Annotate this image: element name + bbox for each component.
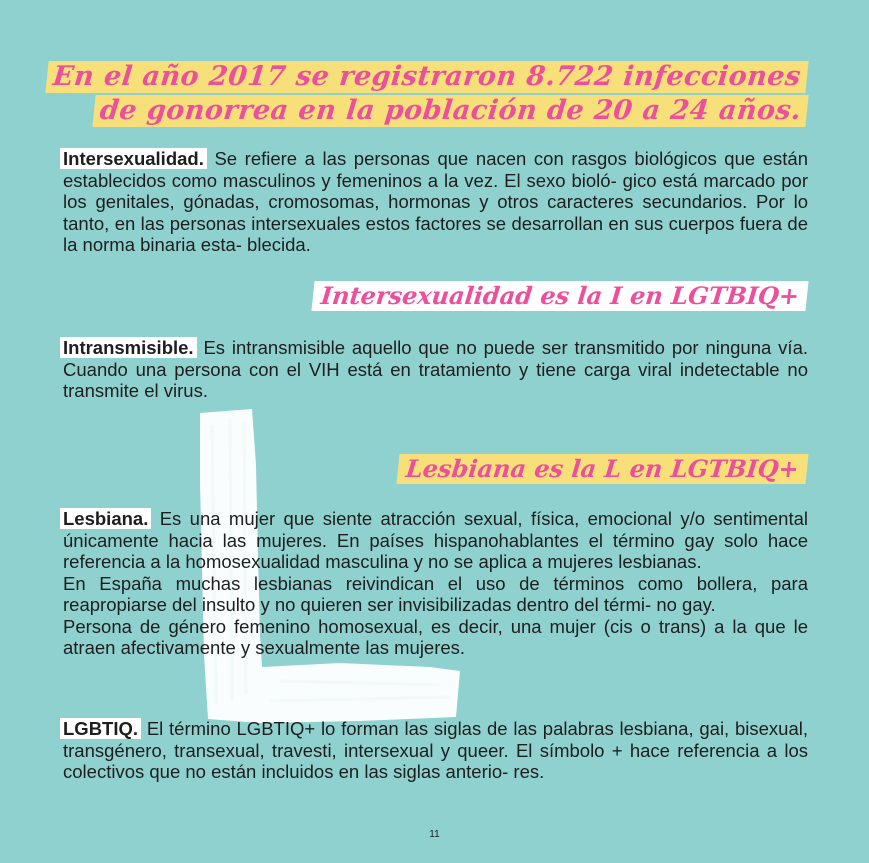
definition-intersexualidad — [63, 148, 808, 256]
definition-text: Se refiere a las personas que nacen con rasgos biológicos que están establecidos como masculinos y femeninos a la vez. El sexo bioló- gico está marcado por los genitales, gónadas, cromosomas, hormonas y otros caracteres secundarios. Por lo tanto, en las personas intersexuales estos factores se desarrollan en sus cuerpos fuera de la norma binaria esta- blecida. — [63, 148, 808, 255]
definition-text: Es intransmisible aquello que no puede ser transmitido por ninguna vía. Cuando una persona con el VIH está en tratamiento y tiene carga viral indetectable — [63, 337, 808, 380]
emphasis-no-transmite: no transmite — [63, 358, 808, 401]
banner-intersexualidad: Intersexualidad es la I en LGTBIQ+ — [311, 281, 808, 311]
term-intersexualidad: Intersexualidad. — [60, 148, 207, 169]
definition-text-end: el virus. — [139, 380, 208, 401]
headline-line-1: En el año 2017 se registraron 8.722 infecciones — [46, 61, 809, 93]
headline — [47, 60, 807, 128]
definition-paragraph-3: Persona de género femenino homosexual, es decir, una mujer (cis o trans) a la que le atraen afectivamente y sexualmente las mujeres. — [63, 615, 808, 658]
definition-lesbiana — [63, 508, 808, 659]
term-lgbtiq: LGBTIQ. — [60, 718, 141, 739]
definition-text: Es una mujer que siente atracción sexual, física, emocional y/o sentimental únicamente hacia las mujeres. En países hispanohablantes el término gay solo hace referencia a la homosexualidad masculina y no se aplica a mujeres lesbianas. — [63, 508, 808, 572]
definition-intransmisible — [63, 337, 808, 402]
headline-line-2: de gonorrea en la población de 20 a 24 años. — [92, 95, 809, 127]
definition-lgbtiq — [63, 718, 808, 783]
definition-paragraph-2: En España muchas lesbianas reivindican el uso de términos como bollera, para reapropiarse del insulto y no quieren ser invisibilizadas dentro del térmi- no gay. — [63, 572, 808, 615]
term-lesbiana: Lesbiana. — [60, 508, 151, 529]
term-intransmisible: Intransmisible. — [60, 337, 197, 358]
page-number: 11 — [429, 829, 440, 840]
definition-text: El término LGBTIQ+ lo forman las siglas de las palabras lesbiana, gai, bisexual, transgénero, transexual, travesti, intersexual y queer. El símbolo + hace referencia a los colectivos que no están incluidos en las siglas anterio- res. — [63, 718, 808, 782]
banner-lesbiana: Lesbiana es la L en LGTBIQ+ — [397, 454, 809, 484]
